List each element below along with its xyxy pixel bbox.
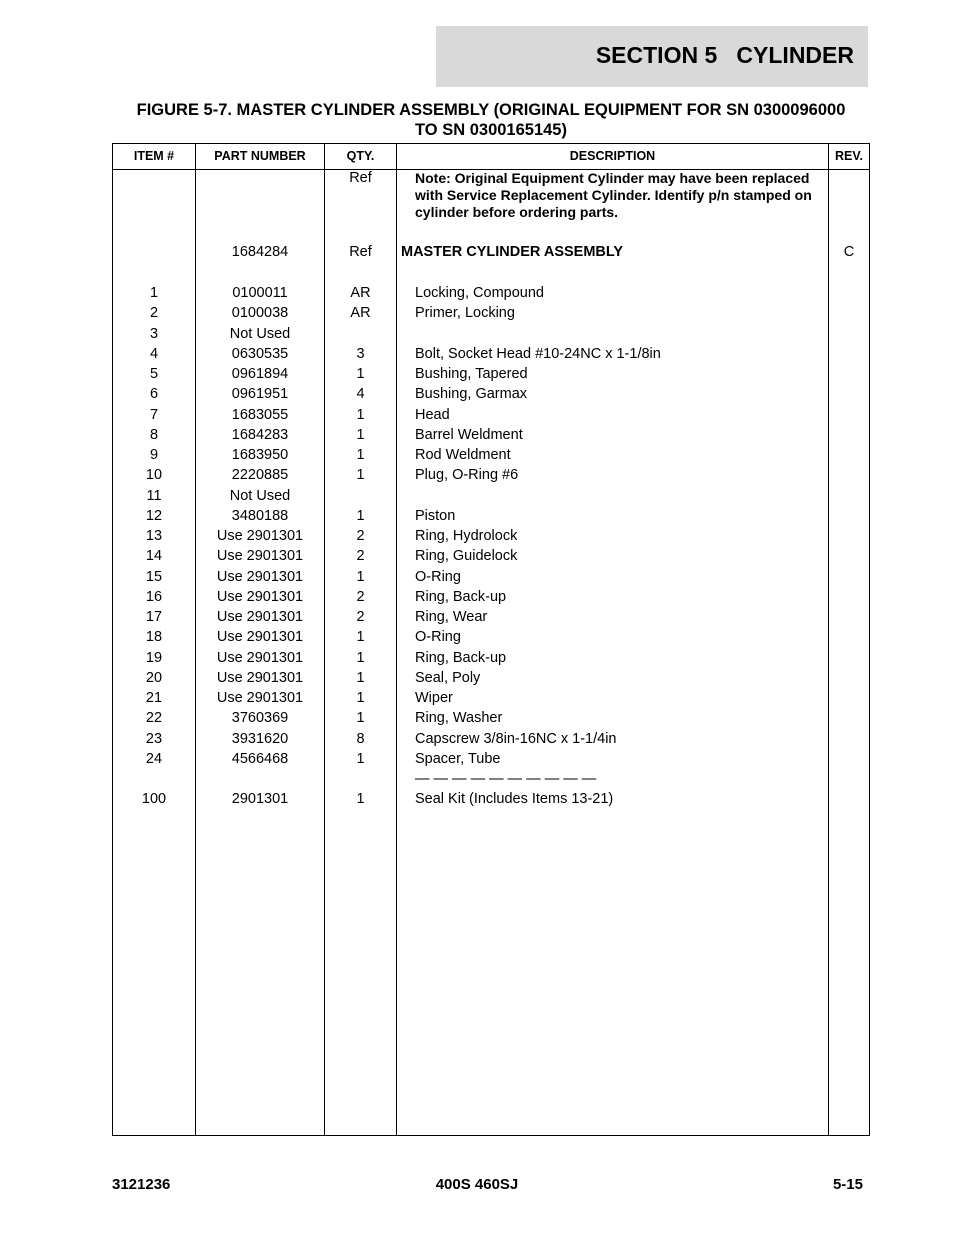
row-item: 5: [149, 366, 159, 382]
row-description: O-Ring: [415, 629, 461, 646]
table-row: [113, 324, 869, 344]
row-description: Ring, Hydrolock: [415, 528, 518, 544]
row-qty: 1: [356, 426, 365, 443]
row-item: 6: [149, 386, 159, 403]
row-description: Piston: [415, 507, 456, 524]
row-description: Rod Weldment: [415, 447, 511, 463]
table-row: [113, 567, 869, 587]
model-number: 400S 460SJ: [435, 1176, 519, 1193]
row-part-number: 0961894: [231, 366, 289, 382]
kit-row: [113, 789, 869, 809]
row-description: Primer, Locking: [415, 305, 515, 322]
row-item: 23: [145, 730, 163, 747]
row-qty: 4: [356, 386, 365, 403]
page-number: 5-15: [832, 1176, 863, 1193]
row-item: 22: [145, 710, 163, 727]
table-row: [113, 303, 869, 323]
row-qty: 1: [356, 629, 365, 646]
row-part-number: Use 2901301: [216, 568, 304, 585]
header-description: DESCRIPTION: [569, 149, 656, 163]
table-row: [113, 364, 869, 384]
row-description: Plug, O-Ring #6: [415, 467, 519, 484]
row-qty: 1: [356, 649, 365, 666]
row-description: Seal, Poly: [415, 669, 481, 686]
row-description: Head: [415, 406, 450, 423]
row-part-number: 1683055: [231, 406, 289, 423]
row-description: Ring, Wear: [415, 609, 488, 625]
row-part-number: Not Used: [229, 487, 291, 504]
row-item: 8: [149, 426, 159, 443]
figure-title-line1: FIGURE 5-7. MASTER CYLINDER ASSEMBLY (ORIGINAL EQUIPMENT FOR SN 0300096000: [136, 101, 846, 119]
row-qty: 2: [356, 548, 365, 565]
table-row: [113, 627, 869, 647]
row-part-number: 1684283: [231, 426, 289, 443]
row-part-number: 3931620: [231, 730, 289, 747]
row-item: 9: [149, 447, 159, 463]
row-item: 10: [145, 467, 163, 484]
row-item: 14: [145, 548, 163, 565]
row-part-number: 4566468: [231, 750, 289, 767]
row-part-number: Not Used: [229, 325, 291, 342]
assembly-part-number: 1684284: [231, 244, 289, 260]
header-rev: REV.: [834, 149, 864, 163]
table-row: [113, 465, 869, 485]
assembly-row: [113, 242, 869, 262]
table-row: [113, 506, 869, 526]
row-qty: 1: [356, 467, 365, 484]
row-part-number: 2220885: [231, 467, 289, 484]
row-description: O-Ring: [415, 568, 461, 585]
row-item: 4: [149, 345, 159, 362]
table-row: [113, 587, 869, 607]
row-qty: 2: [356, 528, 365, 544]
row-item: 12: [145, 507, 163, 524]
row-part-number: Use 2901301: [216, 548, 304, 565]
row-qty: 1: [356, 447, 365, 463]
row-item: 20: [145, 669, 163, 686]
separator-row: [113, 769, 869, 789]
header-qty: QTY.: [346, 149, 375, 163]
table-row: [113, 668, 869, 688]
table-row: [113, 486, 869, 506]
table-row: [113, 708, 869, 728]
row-item: 11: [146, 487, 162, 504]
row-part-number: Use 2901301: [216, 669, 304, 686]
row-item: 19: [145, 649, 163, 666]
table-row: [113, 445, 869, 465]
row-part-number: 0630535: [231, 345, 289, 362]
figure-title-line2: TO SN 0300165145): [415, 121, 567, 139]
row-part-number: 3760369: [231, 710, 289, 727]
row-qty: 1: [356, 710, 365, 727]
section-title: SECTION 5 CYLINDER: [595, 42, 854, 68]
table-row: [113, 546, 869, 566]
row-item: 16: [145, 588, 163, 605]
row-item: 18: [145, 629, 163, 646]
row-qty: 2: [356, 609, 365, 625]
row-part-number: Use 2901301: [216, 588, 304, 605]
kit-description: Seal Kit (Includes Items 13-21): [415, 791, 614, 807]
kit-item: 100: [141, 791, 167, 807]
row-qty: AR: [350, 285, 371, 301]
kit-part-number: 2901301: [231, 791, 289, 807]
table-row: [113, 283, 869, 303]
table-row: [113, 405, 869, 425]
row-qty: 1: [356, 568, 365, 585]
assembly-description: MASTER CYLINDER ASSEMBLY: [401, 244, 624, 260]
header-part-number: PART NUMBER: [214, 149, 306, 163]
row-item: 24: [145, 750, 163, 767]
table-row: [113, 425, 869, 445]
table-row: [113, 729, 869, 749]
table-row: [113, 384, 869, 404]
row-qty: 1: [356, 366, 365, 382]
row-description: Capscrew 3/8in-16NC x 1-1/4in: [415, 730, 617, 747]
row-part-number: Use 2901301: [216, 649, 304, 666]
table-row: [113, 526, 869, 546]
row-item: 1: [149, 285, 159, 301]
row-part-number: 0100038: [231, 305, 289, 322]
doc-number: 3121236: [112, 1176, 171, 1193]
row-part-number: 0961951: [231, 386, 289, 403]
row-qty: 1: [356, 690, 365, 706]
row-qty: 1: [356, 507, 365, 524]
row-part-number: 0100011: [232, 285, 288, 301]
row-qty: 2: [356, 588, 365, 605]
row-description: Ring, Back-up: [415, 649, 507, 666]
row-qty: AR: [350, 305, 371, 322]
table-row: [113, 688, 869, 708]
row-description: Bushing, Garmax: [415, 386, 528, 403]
table-row: [113, 749, 869, 769]
table-row: [113, 344, 869, 364]
parts-table: [112, 143, 870, 1136]
row-qty: 3: [356, 345, 365, 362]
row-description: Ring, Guidelock: [415, 548, 518, 565]
table-row: [113, 648, 869, 668]
row-qty: 8: [356, 730, 365, 747]
row-description: Bolt, Socket Head #10-24NC x 1-1/8in: [415, 345, 661, 362]
row-part-number: 3480188: [231, 507, 289, 524]
assembly-qty: Ref: [349, 244, 372, 260]
row-part-number: Use 2901301: [216, 528, 304, 544]
separator: — — — — — — — — — —: [415, 771, 597, 787]
row-item: 3: [149, 325, 159, 342]
row-description: Wiper: [415, 690, 453, 706]
row-item: 21: [145, 690, 163, 706]
figure-title: [113, 100, 869, 140]
note-text: Note: Original Equipment Cylinder may have been replaced with Service Replacement Cylinder. Identify p/n stamped on cylinder before ordering parts.: [415, 170, 812, 220]
row-description: Barrel Weldment: [415, 426, 523, 443]
table-row: [113, 607, 869, 627]
row-description: Ring, Washer: [415, 710, 503, 727]
assembly-rev: C: [843, 244, 855, 260]
header-item: ITEM #: [133, 149, 175, 163]
row-item: 2: [149, 305, 159, 322]
row-part-number: Use 2901301: [216, 629, 304, 646]
section-banner: [436, 26, 868, 87]
row-qty: 1: [356, 406, 365, 423]
kit-qty: 1: [356, 791, 365, 807]
row-item: 17: [145, 609, 163, 625]
row-part-number: 1683950: [231, 447, 289, 463]
note-qty: Ref: [349, 170, 372, 186]
row-part-number: Use 2901301: [216, 609, 304, 625]
row-part-number: Use 2901301: [216, 690, 304, 706]
row-description: Spacer, Tube: [415, 750, 501, 767]
row-item: 15: [145, 568, 163, 585]
row-description: Ring, Back-up: [415, 588, 507, 605]
row-qty: 1: [356, 750, 365, 767]
row-item: 7: [149, 406, 159, 423]
row-qty: 1: [356, 669, 365, 686]
row-description: Bushing, Tapered: [415, 366, 528, 382]
row-item: 13: [145, 528, 163, 544]
row-description: Locking, Compound: [415, 285, 544, 301]
